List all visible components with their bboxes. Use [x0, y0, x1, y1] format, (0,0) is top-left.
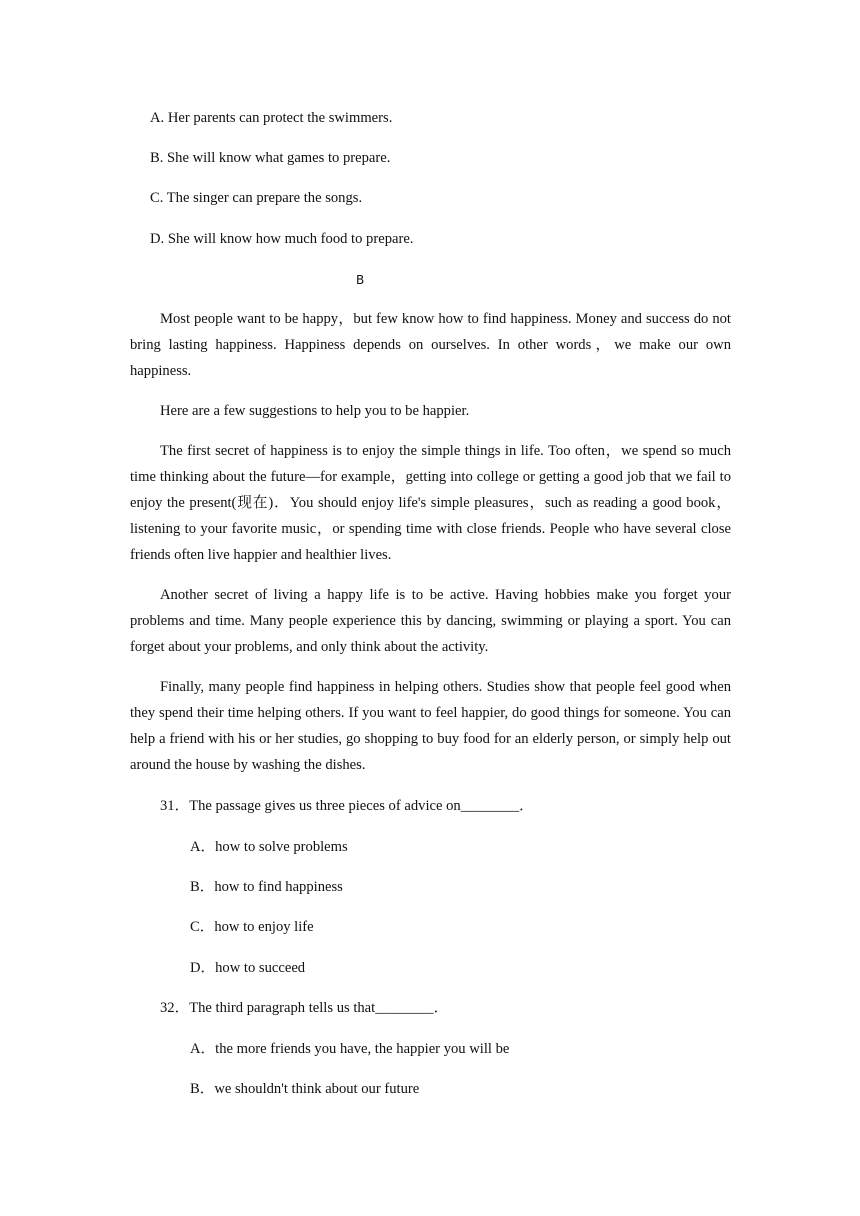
question-32-option-b[interactable]: B．we shouldn't think about our future: [190, 1081, 420, 1097]
section-label: B: [356, 273, 365, 287]
passage-paragraph-5: Finally, many people find happiness in helping others. Studies show that people feel good when they spend their time helping others. If you want to feel happier, do good things for someone. You can help a friend with his or her studies, go shopping to buy food for an elderly person, or simply help out around the house by washing the dishes.: [130, 679, 731, 773]
question-32-option-a[interactable]: A．the more friends you have, the happier you will be: [190, 1041, 510, 1057]
question-31-option-a[interactable]: A．how to solve problems: [190, 839, 348, 855]
prev-option-b: B. She will know what games to prepare.: [150, 150, 391, 166]
prev-option-c: C. The singer can prepare the songs.: [150, 190, 363, 206]
question-31-option-b[interactable]: B．how to find happiness: [190, 879, 343, 895]
question-31-option-d[interactable]: D．how to succeed: [190, 960, 306, 976]
passage-paragraph-1: Most people want to be happy，but few know how to find happiness. Money and success do not bring lasting happiness. Happiness depends on ourselves. In other words，we make our own happiness.: [130, 311, 731, 379]
question-31-option-c[interactable]: C．how to enjoy life: [190, 919, 314, 935]
passage-paragraph-2: Here are a few suggestions to help you to be happier.: [160, 403, 470, 419]
question-31-stem: 31．The passage gives us three pieces of advice on________．: [160, 798, 534, 814]
passage-paragraph-4: Another secret of living a happy life is to be active. Having hobbies make you forget your problems and time. Many people experience this by dancing, swimming or playing a sport. You can forget about your problems, and only think about the activity.: [130, 587, 731, 655]
question-32-stem: 32．The third paragraph tells us that________．: [160, 1000, 449, 1016]
passage-paragraph-3: The first secret of happiness is to enjoy the simple things in life. Too often，we spend so much time thinking about the future—for example，getting into college or getting a good job that we fail to enjoy the present(现在)．You should enjoy life's simple pleasures，such as reading a good book，listening to your favorite music，or spending time with close friends. People who have several close friends often live happier and healthier lives.: [130, 443, 731, 563]
prev-option-a: A. Her parents can protect the swimmers.: [150, 110, 393, 126]
prev-option-d: D. She will know how much food to prepare.: [150, 231, 414, 247]
